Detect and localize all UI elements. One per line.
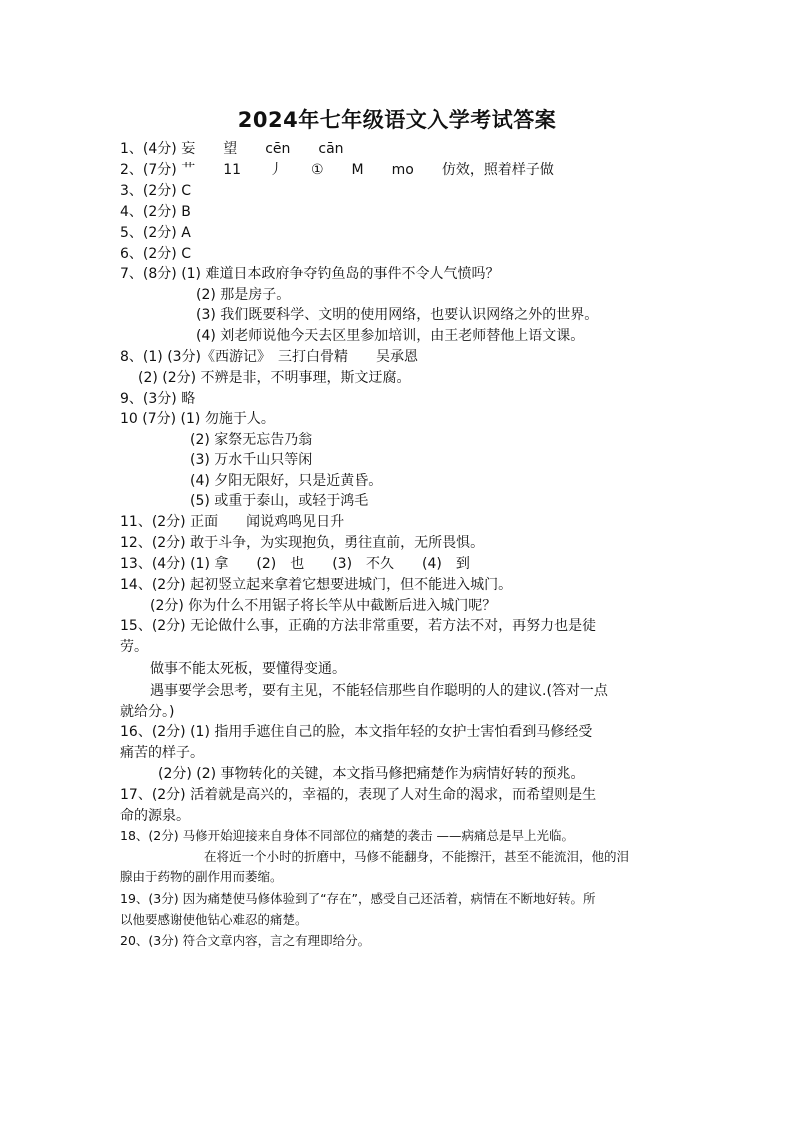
answer-line: (4) 夕阳无限好，只是近黄昏。: [190, 473, 383, 489]
answer-line: 19、(3分) 因为痛楚使马修体验到了“存在”，感受自己还活着，病情在不断地好转。所: [120, 891, 596, 906]
answer-line: (4) 刘老师说他今天去区里参加培训，由王老师替他上语文课。: [196, 328, 585, 344]
answer-line: 做事不能太死板，要懂得变通。: [150, 661, 346, 677]
answer-line: 就给分。): [120, 704, 175, 720]
answer-line: (2) 家祭无忘告乃翁: [190, 432, 313, 448]
answer-line: 14、(2分) 起初竖立起来拿着它想要进城门，但不能进入城门。: [120, 577, 513, 593]
answer-line: 痛苦的样子。: [120, 745, 204, 761]
answer-line: 劳。: [120, 639, 148, 655]
answer-line: 15、(2分) 无论做什么事，正确的方法非常重要，若方法不对，再努力也是徒: [120, 618, 597, 634]
answer-line: 13、(4分) (1) 拿 (2) 也 (3) 不久 (4) 到: [120, 556, 470, 572]
answer-line: 1、(4分) 妄 望 cēn cān: [120, 141, 344, 157]
answer-line: 17、(2分) 活着就是高兴的，幸福的，表现了人对生命的渴求，而希望则是生: [120, 787, 597, 803]
answer-line: 20、(3分) 符合文章内容，言之有理即给分。: [120, 933, 371, 948]
answer-line: 9、(3分) 略: [120, 391, 196, 407]
answer-line: 4、(2分) B: [120, 204, 191, 220]
answer-line: 11、(2分) 正面 闻说鸡鸣见日升: [120, 514, 345, 530]
answer-line: 10 (7分) (1) 勿施于人。: [120, 411, 275, 427]
answer-line: 8、(1) (3分)《西游记》 三打白骨精 吴承恩: [120, 349, 419, 365]
answer-line: 命的源泉。: [120, 808, 190, 824]
answer-line: 16、(2分) (1) 指用手遮住自己的脸，本文指年轻的女护士害怕看到马修经受: [120, 724, 593, 740]
answer-line: 5、(2分) A: [120, 225, 191, 241]
answer-line: 6、(2分) C: [120, 246, 191, 262]
answer-line: 腺由于药物的副作用而萎缩。: [120, 869, 283, 884]
answer-line: 7、(8分) (1) 难道日本政府争夺钓鱼岛的事件不令人气愤吗？: [120, 266, 500, 282]
answer-line: 遇事要学会思考，要有主见，不能轻信那些自作聪明的人的建议.(答对一点: [150, 683, 608, 699]
answer-line: (2分) 你为什么不用锯子将长竿从中截断后进入城门呢？: [150, 598, 497, 614]
answer-line: 以他要感谢使他钻心难忍的痛楚。: [120, 912, 308, 927]
answer-line: (3) 我们既要科学、文明的使用网络，也要认识网络之外的世界。: [196, 307, 599, 323]
answer-line: 18、(2分) 马修开始迎接来自身体不同部位的痛楚的袭击 ——病痛总是早上光临。: [120, 828, 575, 843]
answer-line: (2) 那是房子。: [196, 287, 291, 303]
answer-line: (5) 或重于泰山，或轻于鸿毛: [190, 493, 369, 509]
answer-line: (3) 万水千山只等闲: [190, 452, 313, 468]
answer-line: 12、(2分) 敢于斗争，为实现抱负，勇往直前，无所畏惧。: [120, 535, 485, 551]
answer-line: 在将近一个小时的折磨中，马修不能翻身，不能擦汗，甚至不能流泪，他的泪: [204, 849, 630, 864]
answer-line: (2分) (2) 事物转化的关键，本文指马修把痛楚作为病情好转的预兆。: [158, 766, 585, 782]
answer-line: 2、(7分) 艹 11 丿 ① M mo 仿效，照着样子做: [120, 162, 554, 178]
answer-line: (2) (2分) 不辨是非，不明事理，斯文迂腐。: [138, 370, 411, 386]
page-title: 2024年七年级语文入学考试答案: [237, 108, 557, 132]
answer-line: 3、(2分) C: [120, 183, 191, 199]
